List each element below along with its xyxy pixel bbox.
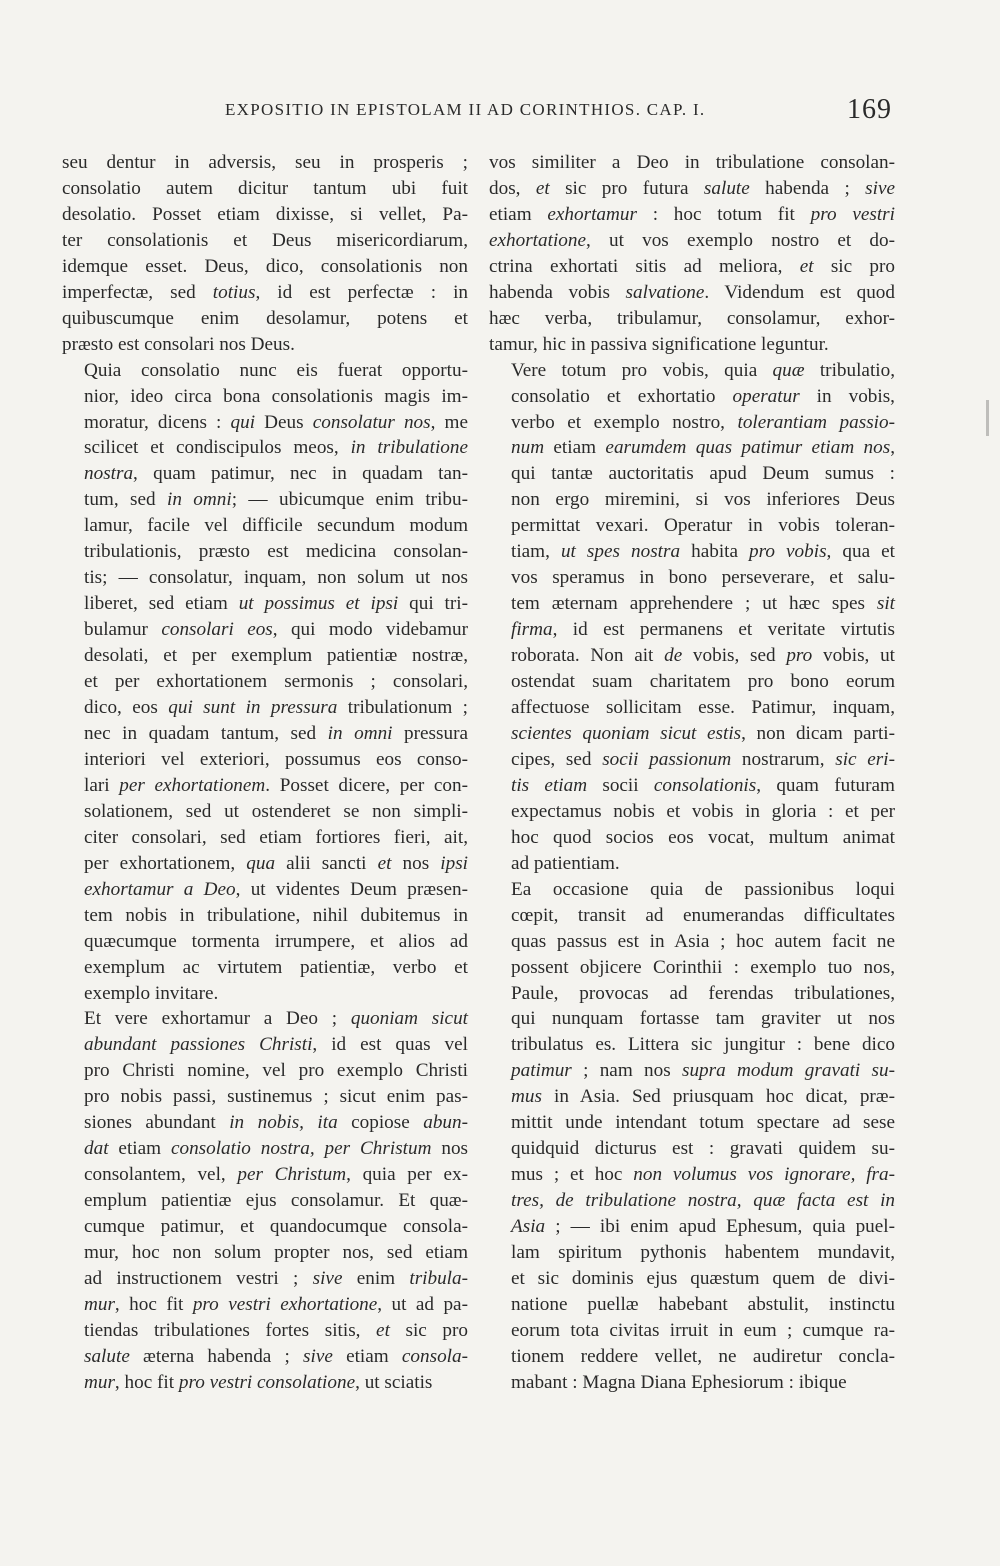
text-line: dat etiam consolatio nostra, per Christum nos: [84, 1138, 469, 1160]
text-line: tis etiam socii consolationis, quam futuram: [511, 774, 895, 796]
text-line: Quia consolatio nunc eis fuerat opportu-: [84, 359, 468, 381]
text-line: affectuose sollicitam esse. Patimur, inquam,: [511, 697, 895, 719]
text-line: Paule, provocas ad ferendas tribulationes,: [511, 982, 895, 1004]
text-line: mur, hoc non solum propter nos, sed etiam: [84, 1242, 468, 1264]
paragraph: [62, 358, 468, 1007]
text-line: tionem reddere vellet, ne audiretur concla-: [511, 1345, 895, 1367]
right-column: [489, 150, 895, 1396]
text-line: tiendas tribulationes fortes sitis, et sic pro: [84, 1319, 468, 1341]
text-line: expectamus nobis et vobis in gloria : et per: [511, 800, 895, 822]
text-line: non ergo miremini, si vos inferiores Deus: [511, 489, 895, 511]
text-line: solationem, sed ut ostenderet se non simpli-: [84, 800, 468, 822]
text-line: lamur, facile vel difficile secundum modum: [84, 515, 468, 537]
text-line: desolati, et per exemplum patientiæ nostræ,: [84, 645, 468, 667]
text-line: tem æternam apprehendere ; ut hæc spes sit: [511, 593, 895, 615]
text-line: etiam exhortamur : hoc totum fit pro vestri: [489, 203, 895, 225]
text-line: quas passus est in Asia ; hoc autem facit ne: [511, 930, 895, 952]
text-line: exhortamur a Deo, ut videntes Deum præsen-: [84, 878, 468, 900]
paragraph: [62, 150, 468, 358]
text-line: tribulatus es. Littera sic jungitur : bene dico: [511, 1034, 895, 1056]
text-line: et per exhortationem sermonis ; consolari,: [84, 671, 468, 693]
text-line: exemplo invitare.: [84, 982, 219, 1004]
text-line: possent objicere Corinthii : exemplo tuo nos,: [511, 956, 895, 978]
text-line: tem nobis in tribulatione, nihil dubitemus in: [84, 904, 468, 926]
text-line: consolatio et exhortatio operatur in vobis,: [511, 385, 895, 407]
text-line: salute æterna habenda ; sive etiam consola-: [84, 1345, 468, 1367]
text-line: Et vere exhortamur a Deo ; quoniam sicut: [84, 1008, 468, 1030]
text-line: nostra, quam patimur, nec in quadam tan-: [84, 463, 468, 485]
running-title: EXPOSITIO IN EPISTOLAM II AD CORINTHIOS. CAP. I.: [225, 100, 706, 119]
text-line: desolatio. Posset etiam dixisse, si vellet, Pa-: [62, 203, 468, 225]
text-line: nec in quadam tantum, sed in omni pressura: [84, 722, 468, 744]
text-line: siones abundant in nobis, ita copiose abun-: [84, 1112, 468, 1134]
text-line: scientes quoniam sicut estis, non dicam parti-: [511, 722, 896, 744]
text-line: imperfectæ, sed totius, id est perfectæ : in: [62, 281, 469, 303]
paragraph: [489, 150, 895, 358]
text-line: moratur, dicens : qui Deus consolatur nos, me: [84, 411, 468, 433]
text-line: dico, eos qui sunt in pressura tribulationum ;: [84, 697, 468, 719]
text-line: tamur, hic in passiva significatione leguntur.: [489, 333, 829, 355]
text-line: ostendat suam charitatem pro bono eorum: [511, 671, 895, 693]
text-line: cipes, sed socii passionum nostrarum, sic eri-: [511, 748, 895, 770]
text-line: per exhortationem, qua alii sancti et nos ipsi: [84, 852, 469, 874]
text-line: lam spiritum pythonis habentem mundavit,: [511, 1242, 895, 1264]
text-line: dos, et sic pro futura salute habenda ; sive: [489, 177, 895, 199]
text-line: vos speramus in bono perseverare, et salu-: [511, 567, 895, 589]
page-number: 169: [847, 94, 892, 125]
text-line: cumque patimur, et quandocumque consola-: [84, 1216, 468, 1238]
text-line: qui tantæ auctoritatis apud Deum sumus :: [511, 463, 895, 485]
text-line: mus ; et hoc non volumus vos ignorare, fra-: [511, 1164, 895, 1186]
text-line: firma, id est permanens et veritate virtutis: [511, 619, 895, 641]
text-line: bulamur consolari eos, qui modo videbamur: [84, 619, 468, 641]
text-line: emplum patientiæ ejus consolamur. Et quæ-: [84, 1190, 468, 1212]
text-line: num etiam earumdem quas patimur etiam nos,: [511, 437, 896, 459]
text-line: exemplum ac virtutem patientiæ, verbo et: [84, 956, 468, 978]
left-column: [62, 150, 468, 1396]
text-line: hæc verba, tribulamur, consolamur, exhor-: [489, 307, 895, 329]
text-line: mus in Asia. Sed priusquam hoc dicat, præ-: [511, 1086, 895, 1108]
text-line: lari per exhortationem. Posset dicere, per con-: [84, 774, 468, 796]
text-line: mittit unde intendant totum spectare ad sese: [511, 1112, 895, 1134]
text-line: permittat vexari. Operatur in vobis toleran-: [511, 515, 895, 537]
text-line: et sic dominis ejus quæstum quem de divi-: [511, 1267, 895, 1289]
text-line: natione puellæ habebant abstulit, instinctu: [511, 1293, 895, 1315]
text-line: Vere totum pro vobis, quia quæ tribulatio,: [511, 359, 895, 381]
text-line: tribulationis, præsto est medicina consolan-: [84, 541, 468, 563]
paragraph: [489, 358, 895, 877]
text-line: tiam, ut spes nostra habita pro vobis, qua et: [511, 541, 895, 563]
text-line: citer consolari, sed etiam fortiores fieri, ait,: [84, 826, 468, 848]
text-line: mur, hoc fit pro vestri exhortatione, ut ad pa-: [84, 1293, 468, 1315]
text-line: tres, de tribulatione nostra, quæ facta est in: [511, 1190, 895, 1212]
paragraph: [489, 877, 895, 1396]
text-line: exhortatione, ut vos exemplo nostro et do-: [489, 229, 895, 251]
text-line: consolatio autem dicitur tantum ubi fuit: [62, 177, 468, 199]
text-line: quæcumque tormenta irrumpere, et alios ad: [84, 930, 468, 952]
text-line: Asia ; — ibi enim apud Ephesum, quia puel-: [511, 1216, 895, 1238]
running-head: [0, 92, 1000, 132]
text-line: cœpit, transit ad enumerandas difficultates: [511, 904, 895, 926]
text-line: tum, sed in omni; — ubicumque enim tribu-: [84, 489, 468, 511]
text-line: mabant : Magna Diana Ephesiorum : ibique: [511, 1371, 847, 1393]
text-line: qui nunquam fortasse tam graviter ut nos: [511, 1008, 895, 1030]
page-edge-mark: [986, 400, 989, 436]
text-line: idemque esset. Deus, dico, consolationis non: [62, 255, 468, 277]
text-line: ad instructionem vestri ; sive enim tribula-: [84, 1267, 468, 1289]
text-line: nior, ideo circa bona consolationis magis im-: [84, 385, 468, 407]
text-line: abundant passiones Christi, id est quas vel: [84, 1034, 468, 1056]
text-line: liberet, sed etiam ut possimus et ipsi qui tri-: [84, 593, 468, 615]
text-line: vos similiter a Deo in tribulatione consolan-: [489, 152, 895, 173]
text-line: roborata. Non ait de vobis, sed pro vobis, ut: [511, 645, 895, 667]
text-line: seu dentur in adversis, seu in prosperis ;: [62, 152, 468, 173]
text-line: verbo et exemplo nostro, tolerantiam passio-: [511, 411, 895, 433]
text-line: scilicet et condiscipulos meos, in tribulatione: [84, 437, 468, 459]
text-line: ctrina exhortati sitis ad meliora, et sic pro: [489, 255, 895, 277]
text-line: pro Christi nomine, vel pro exemplo Christi: [84, 1060, 468, 1082]
text-line: ter consolationis et Deus misericordiarum,: [62, 229, 468, 251]
text-line: habenda vobis salvatione. Videndum est quod: [489, 281, 895, 303]
text-line: hoc quod socios eos vocat, multum animat: [511, 826, 895, 848]
text-line: interiori vel exteriori, possumus eos conso-: [84, 748, 468, 770]
text-line: quibuscumque enim desolamur, potens et: [62, 307, 468, 329]
text-line: præsto est consolari nos Deus.: [62, 333, 295, 355]
text-line: consolantem, vel, per Christum, quia per ex-: [84, 1164, 468, 1186]
text-line: quidquid dicturus est : gravati quidem su-: [511, 1138, 895, 1160]
paragraph: [62, 1006, 468, 1395]
text-line: ad patientiam.: [511, 852, 620, 874]
text-line: tis; — consolatur, inquam, non solum ut nos: [84, 567, 468, 589]
text-line: Ea occasione quia de passionibus loqui: [511, 878, 895, 900]
text-line: eorum tota civitas irruit in eum ; cumque ra-: [511, 1319, 895, 1341]
text-line: pro nobis passi, sustinemus ; sicut enim pas-: [84, 1086, 468, 1108]
text-line: mur, hoc fit pro vestri consolatione, ut sciatis: [84, 1371, 433, 1393]
text-line: patimur ; nam nos supra modum gravati su-: [511, 1060, 895, 1082]
